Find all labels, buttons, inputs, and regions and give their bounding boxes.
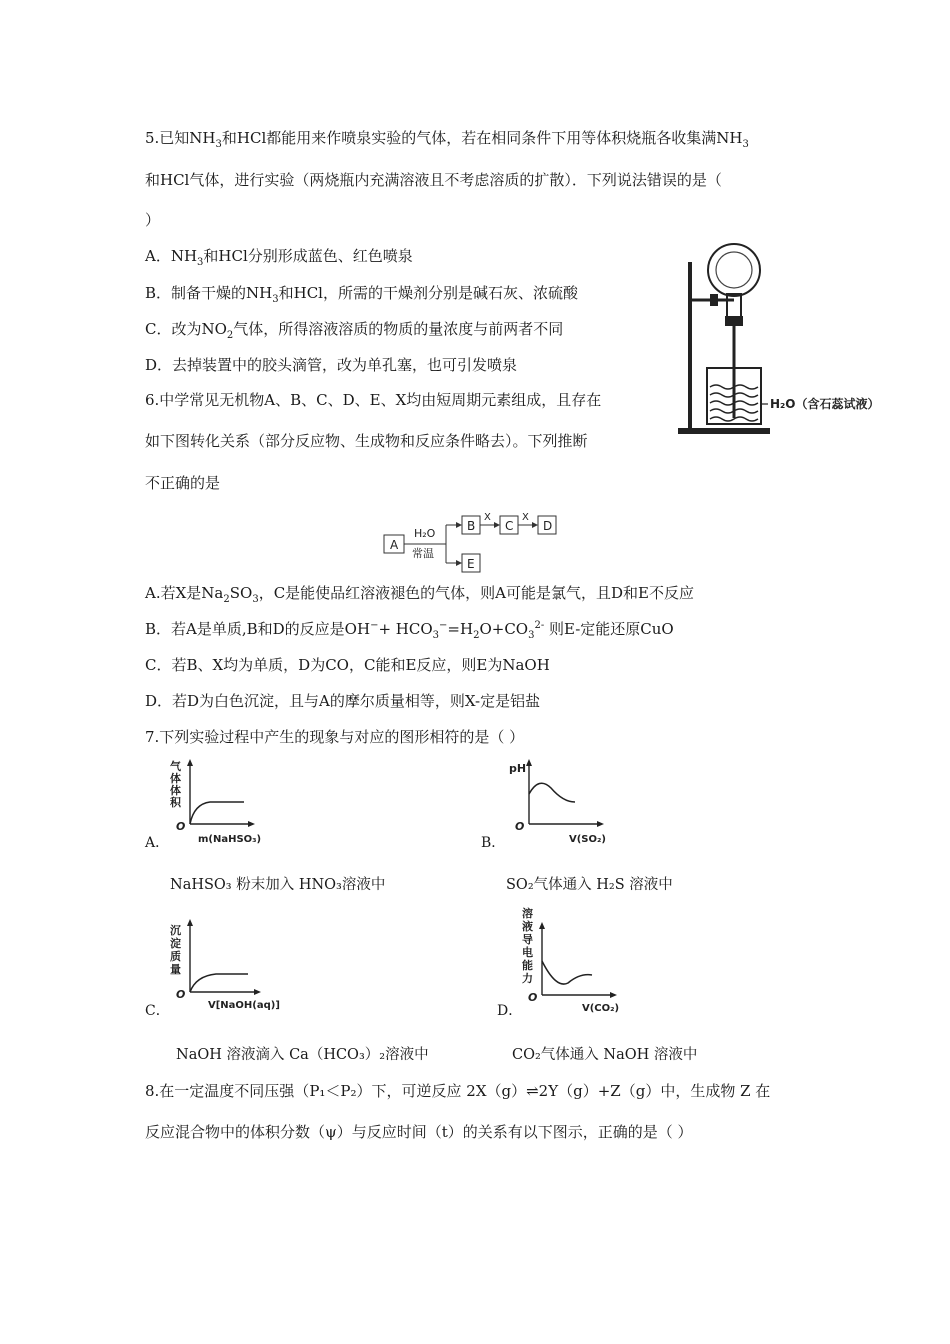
graph-c-xlabel: V[NaOH(aq)] — [208, 1000, 280, 1010]
apparatus-label: H₂O（含石蕊试液） — [770, 397, 880, 411]
q5-option-d: D．去掉装置中的胶头滴管，改为单孔塞，也可引发喷泉 — [145, 356, 518, 374]
graph-c-ylabel: 沉淀质量 — [170, 924, 181, 976]
svg-text:O: O — [176, 820, 186, 833]
q8-line1: 8.在一定温度不同压强（P₁＜P₂）下，可逆反应 2X（g）⇌2Y（g）+Z（g）中，生成物 Z 在 — [145, 1082, 771, 1100]
fountain-apparatus-figure — [670, 242, 890, 442]
svg-text:D: D — [543, 519, 553, 533]
svg-text:C: C — [505, 519, 514, 533]
q5-line3: ） — [145, 211, 161, 229]
q5-line1: 5.已知$NH_3$和HCl都能用来作喷泉实验的气体，若在相同条件下用等体积烧瓶各收集满$NH_3$ — [145, 129, 749, 150]
graph-d-caption: CO₂气体通入 NaOH 溶液中 — [512, 1047, 698, 1063]
graph-c-letter: C． — [145, 1003, 170, 1019]
q5-option-c: C．改为$NO_2$气体，所得溶液溶质的物质的量浓度与前两者不同 — [145, 320, 564, 341]
svg-text:O: O — [176, 988, 186, 1001]
svg-text:E: E — [467, 557, 475, 571]
q8-line2: 反应混合物中的体积分数（ψ）与反应时间（t）的关系有以下图示，正确的是（ ） — [145, 1123, 693, 1141]
q6-line3: 不正确的是 — [145, 474, 221, 492]
graph-a-letter: A． — [145, 835, 170, 851]
graph-a — [168, 758, 288, 848]
q6-option-c: C．若B、X均为单质，D为CO，C能和E反应，则E为NaOH — [145, 656, 550, 674]
graph-d-xlabel: V(CO₂) — [582, 1003, 620, 1013]
svg-text:O: O — [528, 991, 538, 1004]
q5-line2: 和HCl气体，进行实验（两烧瓶内充满溶液且不考虑溶质的扩散）．下列说法错误的是（ — [145, 171, 722, 189]
graph-b-letter: B． — [481, 835, 506, 851]
graph-b-ylabel: pH — [509, 762, 527, 775]
q5-option-a: A．$NH_3$和HCl分别形成蓝色、红色喷泉 — [145, 247, 413, 268]
stand-base — [678, 428, 770, 434]
svg-text:B: B — [467, 519, 476, 533]
conversion-diagram — [378, 505, 568, 580]
q6-option-d: D．若D为白色沉淀，且与A的摩尔质量相等，则X-定是铝盐 — [145, 692, 541, 710]
svg-text:常温: 常温 — [412, 547, 434, 560]
q6-option-a: A.若X是$Na_2SO_3$，C是能使品红溶液褪色的气体，则A可能是氯气，且D和E不反应 — [145, 584, 694, 605]
graph-b-xlabel: V(SO₂) — [569, 834, 606, 845]
q5-option-b: B．制备干燥的$NH_3$和HCl，所需的干燥剂分别是碱石灰、浓硫酸 — [145, 284, 578, 305]
graph-c-caption: NaOH 溶液滴入 Ca（HCO₃）₂溶液中 — [176, 1047, 429, 1063]
q6-line2: 如下图转化关系（部分反应物、生成物和反应条件略去）。下列推断 — [145, 432, 588, 450]
svg-text:O: O — [515, 820, 525, 833]
graph-d-letter: D． — [497, 1003, 523, 1019]
svg-text:A: A — [390, 538, 399, 552]
svg-text:H₂O: H₂O — [414, 527, 436, 540]
graph-a-xlabel: m(NaHSO₃) — [198, 834, 262, 845]
q6-line1: 6.中学常见无机物A、B、C、D、E、X均由短周期元素组成，且存在 — [145, 391, 602, 409]
graph-a-caption: NaHSO₃ 粉末加入 HNO₃溶液中 — [170, 877, 386, 893]
graph-a-ylabel: 气体体积 — [170, 760, 181, 809]
q6-option-b: B．若A是单质,B和D的反应是$OH^-+ HCO_3^-=H_2O+CO_3^{2-}$ 则E-定能还原CuO — [145, 620, 674, 641]
graph-d-ylabel: 溶液导电能力 — [522, 907, 533, 985]
graph-c — [168, 918, 298, 1010]
graph-d — [520, 905, 640, 1013]
q7-line1: 7.下列实验过程中产生的现象与对应的图形相符的是（ ） — [145, 728, 525, 746]
svg-text:X: X — [484, 512, 491, 523]
svg-text:X: X — [522, 512, 529, 523]
graph-b-caption: SO₂气体通入 H₂S 溶液中 — [506, 877, 673, 893]
graph-b — [505, 758, 625, 848]
